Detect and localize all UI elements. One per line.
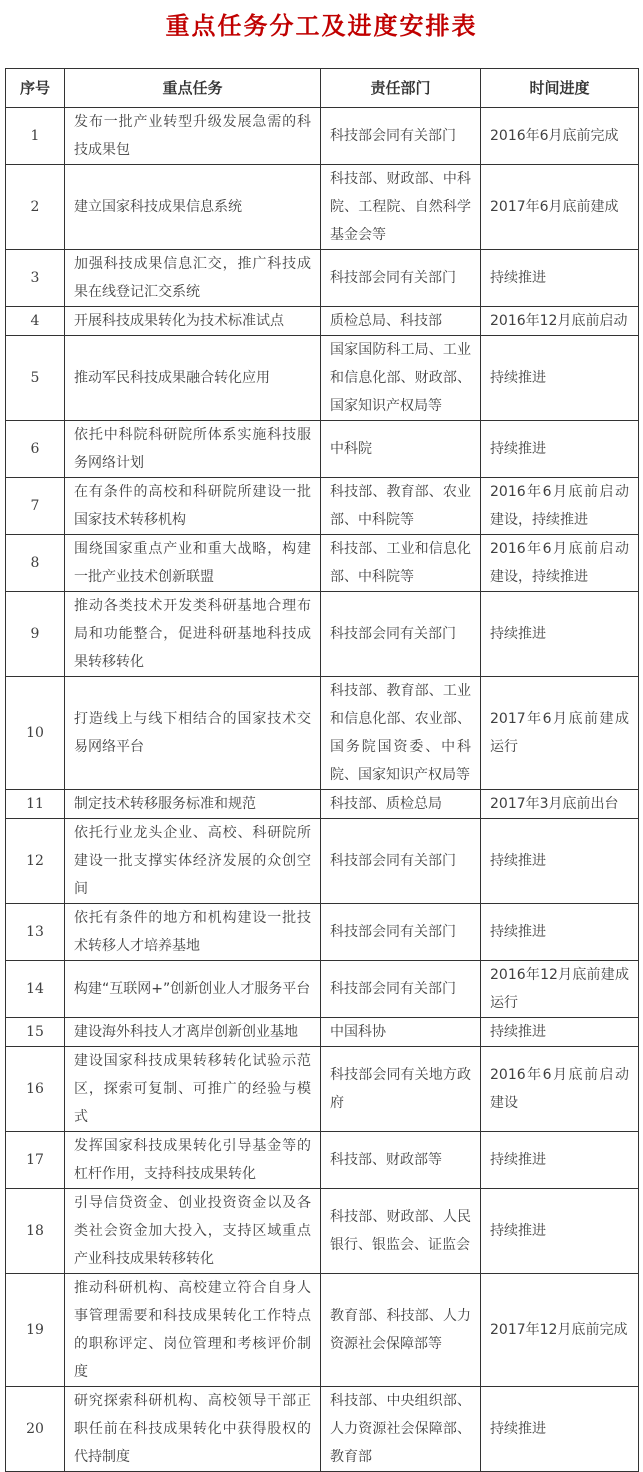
header-cell-task: 重点任务: [65, 69, 321, 108]
row-number-cell: 4: [6, 307, 65, 336]
department-cell: 科技部、教育部、工业和信息化部、农业部、国务院国资委、中科院、国家知识产权局等: [321, 677, 481, 790]
table-row: [6, 108, 639, 165]
row-number-cell: 11: [6, 790, 65, 819]
schedule-cell: 持续推进: [481, 336, 639, 421]
task-cell: 围绕国家重点产业和重大战略，构建一批产业技术创新联盟: [65, 535, 321, 592]
schedule-cell: 持续推进: [481, 421, 639, 478]
schedule-cell: 持续推进: [481, 1387, 639, 1472]
table-row: [6, 961, 639, 1018]
task-cell: 推动科研机构、高校建立符合自身人事管理需要和科技成果转化工作特点的职称评定、岗位管理和考核评价制度: [65, 1274, 321, 1387]
department-cell: 科技部、工业和信息化部、中科院等: [321, 535, 481, 592]
table-row: [6, 307, 639, 336]
task-cell: 在有条件的高校和科研院所建设一批国家技术转移机构: [65, 478, 321, 535]
row-number-cell: 15: [6, 1018, 65, 1047]
schedule-cell: 2016年6月底前启动建设，持续推进: [481, 478, 639, 535]
schedule-cell: 持续推进: [481, 904, 639, 961]
header-cell-department: 责任部门: [321, 69, 481, 108]
task-cell: 发挥国家科技成果转化引导基金等的杠杆作用，支持科技成果转化: [65, 1132, 321, 1189]
schedule-cell: 持续推进: [481, 1018, 639, 1047]
task-cell: 推动军民科技成果融合转化应用: [65, 336, 321, 421]
page-title: 重点任务分工及进度安排表: [165, 12, 478, 40]
task-cell: 建设国家科技成果转移转化试验示范区，探索可复制、可推广的经验与模式: [65, 1047, 321, 1132]
table-row: [6, 790, 639, 819]
row-number-cell: 5: [6, 336, 65, 421]
department-cell: 中科院: [321, 421, 481, 478]
schedule-cell: 2016年6月底前启动建设，持续推进: [481, 535, 639, 592]
row-number-cell: 13: [6, 904, 65, 961]
task-cell: 加强科技成果信息汇交，推广科技成果在线登记汇交系统: [65, 250, 321, 307]
task-cell: 依托中科院科研院所体系实施科技服务网络计划: [65, 421, 321, 478]
schedule-cell: 持续推进: [481, 1132, 639, 1189]
schedule-cell: 2017年6月底前建成: [481, 165, 639, 250]
task-cell: 研究探索科研机构、高校领导干部正职任前在科技成果转化中获得股权的代持制度: [65, 1387, 321, 1472]
schedule-cell: 2016年6月底前完成: [481, 108, 639, 165]
table-row: [6, 592, 639, 677]
row-number-cell: 2: [6, 165, 65, 250]
row-number-cell: 18: [6, 1189, 65, 1274]
task-cell: 构建“互联网+”创新创业人才服务平台: [65, 961, 321, 1018]
header-cell-schedule: 时间进度: [481, 69, 639, 108]
table-body: [6, 108, 639, 1472]
schedule-cell: 2017年6月底前建成运行: [481, 677, 639, 790]
department-cell: 科技部会同有关部门: [321, 592, 481, 677]
schedule-cell: 2016年12月底前建成运行: [481, 961, 639, 1018]
schedule-cell: 持续推进: [481, 819, 639, 904]
table-row: [6, 250, 639, 307]
row-number-cell: 12: [6, 819, 65, 904]
department-cell: 科技部会同有关部门: [321, 819, 481, 904]
table-row: [6, 421, 639, 478]
row-number-cell: 19: [6, 1274, 65, 1387]
task-schedule-table: [5, 68, 639, 1472]
task-cell: 发布一批产业转型升级发展急需的科技成果包: [65, 108, 321, 165]
table-row: [6, 819, 639, 904]
department-cell: 国家国防科工局、工业和信息化部、财政部、国家知识产权局等: [321, 336, 481, 421]
row-number-cell: 8: [6, 535, 65, 592]
task-cell: 建设海外科技人才离岸创新创业基地: [65, 1018, 321, 1047]
department-cell: 科技部、财政部、人民银行、银监会、证监会: [321, 1189, 481, 1274]
department-cell: 科技部会同有关地方政府: [321, 1047, 481, 1132]
department-cell: 科技部会同有关部门: [321, 108, 481, 165]
department-cell: 科技部、财政部等: [321, 1132, 481, 1189]
row-number-cell: 1: [6, 108, 65, 165]
table-row: [6, 904, 639, 961]
schedule-cell: 2016年12月底前启动: [481, 307, 639, 336]
department-cell: 科技部、财政部、中科院、工程院、自然科学基金会等: [321, 165, 481, 250]
row-number-cell: 14: [6, 961, 65, 1018]
table-row: [6, 1189, 639, 1274]
department-cell: 科技部会同有关部门: [321, 250, 481, 307]
row-number-cell: 3: [6, 250, 65, 307]
schedule-cell: 2017年12月底前完成: [481, 1274, 639, 1387]
task-cell: 引导信贷资金、创业投资资金以及各类社会资金加大投入，支持区域重点产业科技成果转移转化: [65, 1189, 321, 1274]
department-cell: 科技部、中央组织部、人力资源社会保障部、教育部: [321, 1387, 481, 1472]
table-row: [6, 535, 639, 592]
row-number-cell: 10: [6, 677, 65, 790]
task-cell: 依托行业龙头企业、高校、科研院所建设一批支撑实体经济发展的众创空间: [65, 819, 321, 904]
schedule-cell: 持续推进: [481, 1189, 639, 1274]
row-number-cell: 9: [6, 592, 65, 677]
schedule-cell: 2016年6月底前启动建设: [481, 1047, 639, 1132]
task-cell: 开展科技成果转化为技术标准试点: [65, 307, 321, 336]
task-cell: 制定技术转移服务标准和规范: [65, 790, 321, 819]
table-row: [6, 1387, 639, 1472]
row-number-cell: 7: [6, 478, 65, 535]
schedule-cell: 持续推进: [481, 592, 639, 677]
table-header-row: [6, 69, 639, 108]
department-cell: 质检总局、科技部: [321, 307, 481, 336]
department-cell: 科技部、教育部、农业部、中科院等: [321, 478, 481, 535]
table-row: [6, 677, 639, 790]
table-row: [6, 1132, 639, 1189]
task-cell: 依托有条件的地方和机构建设一批技术转移人才培养基地: [65, 904, 321, 961]
table-row: [6, 336, 639, 421]
task-cell: 打造线上与线下相结合的国家技术交易网络平台: [65, 677, 321, 790]
task-cell: 建立国家科技成果信息系统: [65, 165, 321, 250]
row-number-cell: 20: [6, 1387, 65, 1472]
table-row: [6, 1274, 639, 1387]
department-cell: 中国科协: [321, 1018, 481, 1047]
row-number-cell: 17: [6, 1132, 65, 1189]
schedule-cell: 持续推进: [481, 250, 639, 307]
task-cell: 推动各类技术开发类科研基地合理布局和功能整合，促进科研基地科技成果转移转化: [65, 592, 321, 677]
header-cell-number: 序号: [6, 69, 65, 108]
table-row: [6, 165, 639, 250]
table-row: [6, 1047, 639, 1132]
row-number-cell: 6: [6, 421, 65, 478]
department-cell: 科技部、质检总局: [321, 790, 481, 819]
table-row: [6, 1018, 639, 1047]
schedule-cell: 2017年3月底前出台: [481, 790, 639, 819]
department-cell: 科技部会同有关部门: [321, 904, 481, 961]
row-number-cell: 16: [6, 1047, 65, 1132]
department-cell: 科技部会同有关部门: [321, 961, 481, 1018]
department-cell: 教育部、科技部、人力资源社会保障部等: [321, 1274, 481, 1387]
table-row: [6, 478, 639, 535]
